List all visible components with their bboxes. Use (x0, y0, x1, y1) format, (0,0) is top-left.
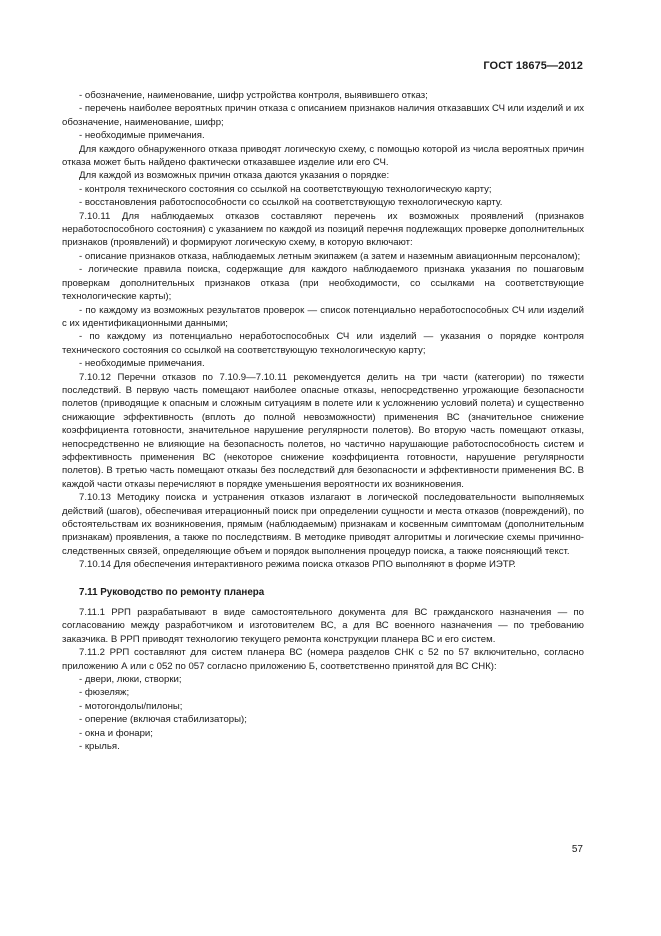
document-header: ГОСТ 18675—2012 (483, 60, 583, 72)
list-item: - необходимые примечания. (79, 358, 205, 370)
list-item: - контроля технического состояния со ссылкой на соответствующую технологическую карту; (79, 183, 492, 195)
paragraph-7-11-1: 7.11.1 РРП разрабатывают в виде самостоятельного документа для ВС гражданского назначения — по согласованию между разработчиком и изготовителем ВС, а для ВС военного назначения — по требованию заказчика. В РРП приводят технологию текущего ремонта конструкции планера ВС и его систем. (62, 607, 584, 645)
list-item: - по каждому из потенциально неработоспособных СЧ или изделий — указания о порядке контроля технического состояния со ссылкой на соответствующую технологическую карту; (62, 331, 584, 356)
paragraph-7-10-14: 7.10.14 Для обеспечения интерактивного режима поиска отказов РПО выполняют в форме ИЭТР. (79, 559, 516, 571)
paragraph: Для каждой из возможных причин отказа даются указания о порядке: (79, 170, 390, 182)
document-body (62, 89, 584, 754)
list-item: - перечень наиболее вероятных причин отказа с описанием признаков наличия отказавших СЧ или изделий и их обозначение, наименование, шифр; (62, 103, 584, 128)
paragraph-7-10-12: 7.10.12 Перечни отказов по 7.10.9—7.10.11 рекомендуется делить на три части (категории) по тяжести последствий. В первую часть помещают наиболее опасные отказы, непосредственно угрожающие безопасности полетов (приводящие к опасным и сложным ситуациям в полете или к усложнению условий полета) и существенно снижающие эффективность (вплоть до полной невозможности) применения ВС (значительное снижение коэффициента готовности, значительное нарушение регулярности полетов). Во вторую часть помещают отказы, непосредственно не влияющие на безопасность полетов, но частично нарушающие работоспособность систем и эффективность применения ВС (некоторое снижение коэффициента готовности, нарушение регулярности полетов). В третью часть помещают отказы без последствий для безопасности и эффективности применения ВС. В каждой части отказы перечисляют в порядке уменьшения вероятности их возникновения. (62, 371, 584, 490)
list-item: - фюзеляж; (79, 687, 130, 699)
paragraph-7-10-11: 7.10.11 Для наблюдаемых отказов составляют перечень их возможных проявлений (признаков неработоспособного состояния) с указанием по каждой из позиций перечня подлежащих проверке дополнительных признаков (проявлений) и формируют логическую схему, в которую включают: (62, 210, 584, 249)
list-item: - необходимые примечания. (79, 130, 205, 142)
list-item: - двери, люки, створки; (79, 674, 182, 686)
list-item: - логические правила поиска, содержащие для каждого наблюдаемого признака указания по пошаговым проверкам дополнительных признаков отказа (при необходимости, со ссылками на соответствующие технологические карты); (62, 264, 584, 303)
section-title: 7.11 Руководство по ремонту планера (79, 586, 265, 598)
list-item: - мотогондолы/пилоны; (79, 700, 183, 712)
page-number: 57 (571, 844, 583, 855)
list-item: - восстановления работоспособности со ссылкой на соответствующую технологическую карту. (79, 197, 503, 209)
paragraph-7-11-2: 7.11.2 РРП составляют для систем планера ВС (номера разделов СНК с 52 по 57 включительно, согласно приложению А или с 052 по 057 согласно приложению Б, соответственно принятой для ВС СНК): (62, 647, 584, 672)
list-item: - окна и фонари; (79, 727, 153, 739)
list-item: - обозначение, наименование, шифр устройства контроля, выявившего отказ; (79, 90, 428, 101)
paragraph: Для каждого обнаруженного отказа приводят логическую схему, с помощью которой из числа вероятных причин отказа может быть найдено фактически отказавшее изделие или его СЧ. (62, 143, 584, 169)
list-item: - крылья. (79, 741, 120, 753)
list-item: - по каждому из возможных результатов проверок — список потенциально неработоспособных СЧ или изделий с их идентификационными данными; (62, 304, 584, 329)
list-item: - оперение (включая стабилизаторы); (79, 714, 247, 726)
list-item: - описание признаков отказа, наблюдаемых летным экипажем (а затем и наземным авиационным персоналом); (79, 250, 581, 262)
paragraph-7-10-13: 7.10.13 Методику поиска и устранения отказов излагают в логической последовательности выполняемых действий (шагов), обеспечивая итерационный поиск при определении сущности и места отказов (повреждений), по обстоятельствам их возникновения, прямым (наблюдаемым) признакам и косвенным симптомам (дополнительным признакам) проявления, а также по последствиям. В методике приводят алгоритмы и логические схемы причинно-следственных связей, определяющие объем и порядок выполнения процедур поиска, а также поясняющий текст. (62, 492, 584, 557)
